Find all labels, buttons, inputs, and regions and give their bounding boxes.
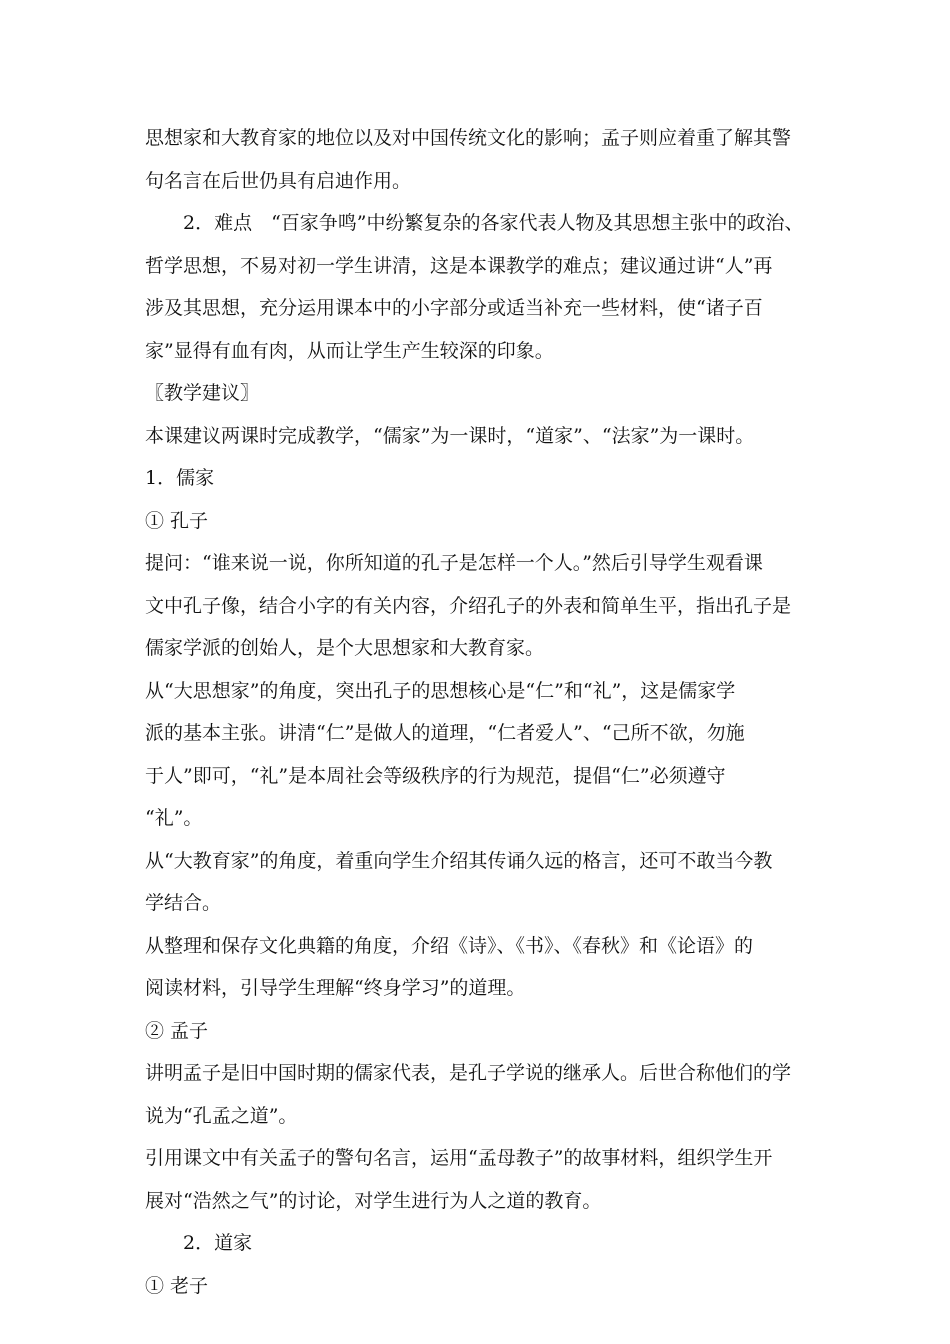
- text-line: 提问：“谁来说一说，你所知道的孔子是怎样一个人。”然后引导学生观看课: [145, 552, 763, 574]
- subheading: ① 孔子: [145, 509, 209, 532]
- text-line: 句名言在后世仍具有启迪作用。: [145, 169, 412, 192]
- text-line: “礼”。: [145, 807, 203, 829]
- text-line: 从“大教育家”的角度，着重向学生介绍其传诵久远的格言，还可不敢当今教: [145, 849, 773, 872]
- text-line: 哲学思想，不易对初一学生讲清，这是本课教学的难点；建议通过讲“人”再: [145, 254, 773, 277]
- text-line: 本课建议两课时完成教学，“儒家”为一课时，“道家”、“法家”为一课时。: [145, 424, 755, 447]
- subheading: ② 孟子: [145, 1019, 209, 1042]
- text-line: 于人”即可，“礼”是本周社会等级秩序的行为规范，提倡“仁”必须遵守: [145, 764, 726, 787]
- text-line: 讲明孟子是旧中国时期的儒家代表，是孔子学说的继承人。后世合称他们的学: [145, 1062, 792, 1084]
- numbered-heading: 2．道家: [183, 1232, 253, 1254]
- text-line: 从“大思想家”的角度，突出孔子的思想核心是“仁”和“礼”，这是儒家学: [145, 679, 736, 702]
- numbered-heading: 2．难点 “百家争鸣”中纷繁复杂的各家代表人物及其思想主张中的政治、: [183, 212, 804, 234]
- text-line: 儒家学派的创始人，是个大思想家和大教育家。: [145, 637, 545, 659]
- text-line: 派的基本主张。讲清“仁”是做人的道理，“仁者爱人”、“己所不欲，勿施: [145, 722, 745, 744]
- text-line: 思想家和大教育家的地位以及对中国传统文化的影响；孟子则应着重了解其警: [145, 127, 792, 149]
- text-line: 文中孔子像，结合小字的有关内容，介绍孔子的外表和简单生平，指出孔子是: [145, 594, 792, 617]
- text-line: 展对“浩然之气”的讨论，对学生进行为人之道的教育。: [145, 1189, 602, 1212]
- text-line: 涉及其思想，充分运用课本中的小字部分或适当补充一些材料，使“诸子百: [145, 297, 763, 319]
- numbered-heading: 1．儒家: [145, 467, 215, 489]
- text-line: 学结合。: [145, 892, 222, 914]
- document-body: [145, 117, 817, 1307]
- text-line: 从整理和保存文化典籍的角度，介绍《诗》、《书》、《春秋》和《论语》的: [145, 934, 754, 957]
- text-line: 阅读材料，引导学生理解“终身学习”的道理。: [145, 977, 526, 999]
- subheading: ① 老子: [145, 1274, 209, 1297]
- text-line: 说为“孔孟之道”。: [145, 1104, 298, 1127]
- section-heading: 〖教学建议〗: [145, 382, 260, 404]
- text-line: 家”显得有血有肉，从而让学生产生较深的印象。: [145, 339, 554, 362]
- text-line: 引用课文中有关孟子的警句名言，运用“孟母教子”的故事材料，组织学生开: [145, 1147, 773, 1169]
